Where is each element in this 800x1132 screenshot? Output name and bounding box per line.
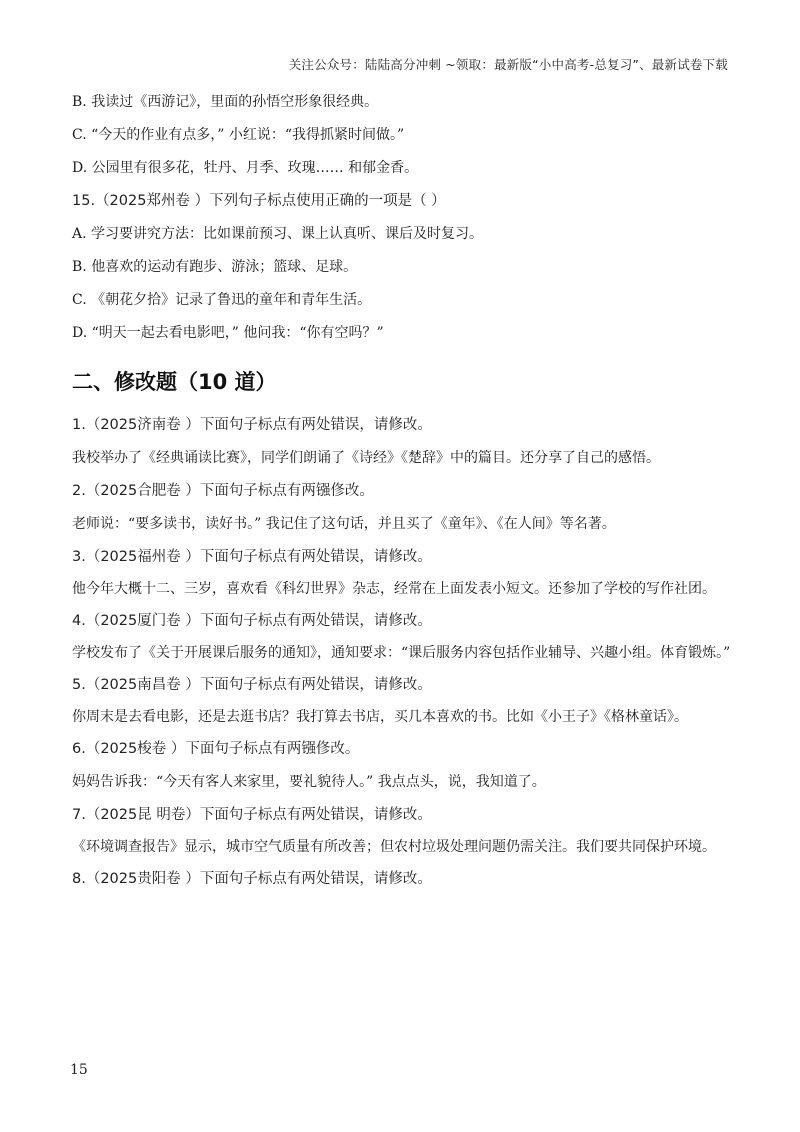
question-15-option-d: D. “明天一起去看电影吧，” 他问我：“你有空吗？”: [72, 325, 384, 341]
question-6: 6.（2025梭卷 ）下面句子标点有两镪俢改。: [72, 741, 360, 757]
question-3: 3.（2025福州卷 ）下面句子标点有两处错误，请修改。: [72, 549, 432, 565]
option-c: C. “今天的作业有点多，” 小红说：“我得抓紧时间做。”: [72, 127, 405, 143]
option-d: D. 公园里有很多花，牡丹、月季、玫瑰…… 和郁金香。: [72, 160, 419, 176]
sentence-5: 你周末是去看电影，还是去逛书店？我打算去书店，买几本喜欢的书。比如《小王子》《格林童话》。: [72, 709, 688, 725]
sentence-3: 他今年大概十二、三岁，喜欢看《科幻世界》杂志，经常在上面发表小短文。还参加了学校的写作社团。: [72, 581, 716, 597]
question-2: 2.（2025合肥卷 ）下面句子标点有两镪俢改。: [72, 483, 374, 499]
sentence-2: 老师说：“要多读书，读好书。” 我记住了这句话，并且买了《童年》、《在人间》等名著。: [72, 516, 616, 532]
section-title: 二、修改题（10 道）: [72, 370, 277, 394]
question-5: 5.（2025南昌卷 ）下面句子标点有两处错误，请修改。: [72, 677, 432, 693]
page-content: [72, 88, 732, 898]
question-15-option-c: C. 《朝花夕拾》记录了鲁迅的童年和青年生活。: [72, 292, 372, 308]
page-number: 15: [70, 1062, 88, 1078]
question-1: 1.（2025济南卷 ）下面句子标点有两处错误，请修改。: [72, 417, 432, 433]
question-8: 8.（2025贵阳卷 ）下面句子标点有两处错误，请修改。: [72, 871, 432, 887]
sentence-6: 妈妈告诉我：“今天有客人来家里，要礼貌待人。” 我点点头，说，我知道了。: [72, 774, 546, 790]
question-15-option-b: B. 他喜欢的运动有跑步、游泳；篮球、足球。: [72, 259, 358, 275]
question-4: 4.（2025厦门卷 ）下面句子标点有两处错误，请修改。: [72, 613, 432, 629]
page-header: 关注公众号：陆陆高分冲刺 ~领取：最新版“小中高考-总复习”、最新试卷下载: [288, 57, 728, 72]
question-7: 7.（2025昆 明卷）下面句子标点有两处错误，请修改。: [72, 807, 432, 823]
sentence-1: 我校举办了《经典诵读比赛》，同学们朗诵了《诗经》《楚辞》中的篇目。还分享了自己的感悟。: [72, 450, 660, 466]
sentence-7: 《环境调查报告》显示，城市空气质量有所改善；但农村垃圾处理问题仍需关注。我们要共同保护环境。: [72, 839, 716, 855]
question-15-option-a: A. 学习要讲究方法：比如课前预习、课上认真听、课后及时复习。: [72, 226, 484, 242]
question-15: 15.（2025郑州卷 ）下列句子标点使用正确的一项是（ ）: [72, 193, 446, 209]
option-b: B. 我读过《西游记》，里面的孙悟空形象很经典。: [72, 94, 379, 110]
sentence-4: 学校发布了《关于开展课后服务的通知》，通知要求：“课后服务内容包括作业辅导、兴趣小组。体育锻炼。”: [72, 645, 731, 661]
